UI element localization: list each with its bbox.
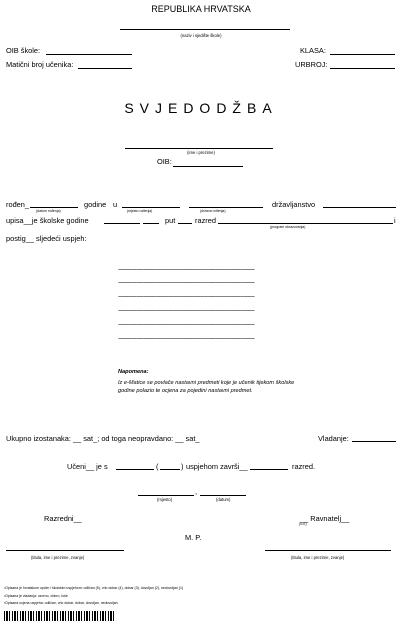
issue-place-field[interactable] — [138, 495, 194, 496]
student-name-caption: (ime i prezime) — [187, 150, 215, 155]
place-date-comma: , — [195, 487, 198, 496]
absence-summary: Ukupno izostanaka: __ sat_; od toga neopravdano: __ sat_ — [6, 434, 200, 443]
result-intro: postig__ sljedeći uspjeh: — [6, 234, 87, 243]
birth-date-caption: (datum rođenja) — [36, 209, 61, 213]
birth-place-caption: (mjesto rođenja) — [127, 209, 153, 213]
subject-line: ~~~~~~~~~~~~~~~~~~~~~~~~~~~~~~~~~~~~~~ — [118, 280, 255, 287]
klasa-label: KLASA: — [300, 46, 326, 55]
put-label: put — [165, 216, 176, 225]
principal-acting-caption: (v.d.) — [299, 522, 307, 526]
country-title: REPUBLIKA HRVATSKA — [151, 4, 251, 14]
date-caption: (datum) — [216, 497, 231, 502]
conduct-field[interactable] — [352, 441, 396, 442]
born-label: rođen_ — [6, 200, 30, 209]
completed-class-field[interactable] — [250, 469, 288, 470]
program-field[interactable] — [218, 223, 393, 224]
school-year-field-2[interactable] — [143, 223, 159, 224]
note-title: Napomena: — [118, 369, 149, 375]
program-caption: (program obrazovanja) — [270, 225, 306, 229]
document-title: SVJEDODŽBA — [124, 100, 278, 116]
overall-result-field[interactable] — [116, 469, 154, 470]
student-oib-label: OIB: — [157, 157, 172, 166]
subject-line: ~~~~~~~~~~~~~~~~~~~~~~~~~~~~~~~~~~~~~~ — [118, 308, 255, 315]
conduct-label: Vladanje: — [318, 434, 349, 443]
result-open-paren: ( — [156, 462, 159, 471]
student-number-field[interactable] — [78, 68, 132, 69]
footnote: ³Opisana ocjena uspjeha: odličan, vrlo dobar, dobar, dovoljan, nedovoljan — [4, 601, 118, 605]
footnote: ²Opisana je vladanja: uzorno, dobro, loše — [4, 594, 68, 598]
oib-school-label: OIB škole: — [6, 46, 41, 55]
birth-place-field[interactable] — [122, 207, 180, 208]
place-caption: (mjesto) — [157, 497, 173, 502]
school-name-line — [120, 29, 290, 30]
subject-line: ~~~~~~~~~~~~~~~~~~~~~~~~~~~~~~~~~~~~~~ — [118, 267, 255, 274]
issue-date-field[interactable] — [200, 495, 246, 496]
teacher-label: Razredni__ — [44, 514, 82, 523]
birth-date-field[interactable] — [30, 207, 78, 208]
birth-state-field[interactable] — [189, 207, 263, 208]
principal-signature-caption: (titula, ime i prezime, zvanje) — [291, 555, 345, 560]
oib-school-field[interactable] — [46, 54, 132, 55]
put-field[interactable] — [178, 223, 192, 224]
school-name-caption: (naziv i sjedište škole) — [180, 33, 222, 38]
barcode — [4, 611, 114, 621]
overall-grade-field[interactable] — [160, 469, 180, 470]
footnote: ¹Opisana je hrvatskom općim i školskim uspjehom: odličan (5), vrlo dobar (4), dobar (3), dovoljan (2), nedovoljan (1) — [4, 586, 184, 590]
enrolled-label: upisa__je školske godine — [6, 216, 89, 225]
teacher-signature-caption: (titula, ime i prezime, zvanje) — [31, 555, 85, 560]
class-label: razred — [195, 216, 216, 225]
citizenship-field[interactable] — [323, 207, 396, 208]
subject-line: ~~~~~~~~~~~~~~~~~~~~~~~~~~~~~~~~~~~~~~ — [118, 336, 255, 343]
year-label: godine — [84, 200, 107, 209]
note-text: Iz e-Matice se povlače nastavni predmeti koje je učenik tijekom školske godine polazio te ocjena za pojedini nastavni predmet. — [118, 380, 295, 395]
principal-signature-line[interactable] — [265, 550, 391, 551]
citizenship-label: državljanstvo — [272, 200, 316, 209]
birth-state-caption: (država rođenja) — [200, 209, 226, 213]
result-close-paren: ) — [181, 462, 184, 471]
student-number-label: Matični broj učenika: — [6, 60, 74, 69]
klasa-field[interactable] — [330, 54, 395, 55]
student-name-line[interactable] — [125, 148, 273, 149]
teacher-signature-line[interactable] — [6, 550, 124, 551]
result-suffix: razred. — [292, 462, 316, 471]
enrol-end-mark: i — [394, 216, 396, 225]
in-label: u — [113, 200, 118, 209]
subject-line: ~~~~~~~~~~~~~~~~~~~~~~~~~~~~~~~~~~~~~~ — [118, 322, 255, 329]
urbroj-label: URBROJ: — [295, 60, 328, 69]
student-oib-field[interactable] — [173, 166, 243, 167]
subject-line: ~~~~~~~~~~~~~~~~~~~~~~~~~~~~~~~~~~~~~~ — [118, 294, 255, 301]
result-prefix: Učeni__ je s — [67, 462, 108, 471]
urbroj-field[interactable] — [330, 68, 395, 69]
stamp-label: M. P. — [185, 533, 202, 542]
principal-label: __ Ravnatelj__ — [300, 514, 350, 523]
result-middle: uspjehom završi__ — [186, 462, 248, 471]
school-year-field[interactable] — [104, 223, 140, 224]
